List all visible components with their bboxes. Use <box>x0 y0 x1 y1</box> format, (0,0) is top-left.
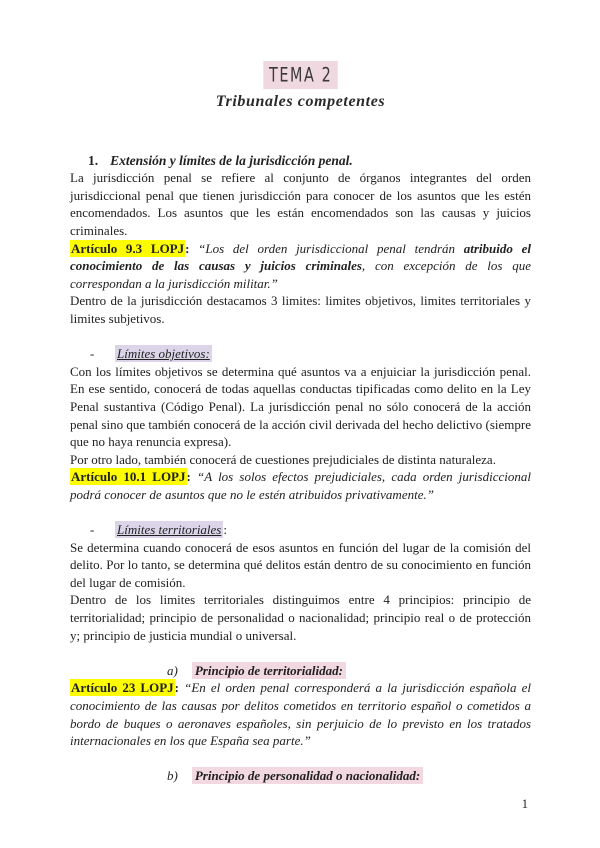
list-item-a <box>167 662 531 680</box>
section-heading <box>70 152 531 170</box>
spacer <box>70 328 531 346</box>
articulo-9-3-label: Artículo 9.3 LOPJ <box>71 240 185 256</box>
paragraph-territoriales-1: Se determina cuando conocerá de esos asuntos en función del lugar de la comisión del delito. Por lo tanto, se determina qué delitos están dentro de su conocimiento en función del lugar de comisión. <box>70 539 531 590</box>
paragraph-articulo-10-1 <box>70 468 531 503</box>
limites-objetivos-label: Límites objetivos: <box>117 346 210 362</box>
articulo-10-1-quote: “A los solos efectos prejudiciales, cada orden jurisdiccional podrá conocer de asuntos que no le estén atribuidos privativamente.” <box>70 469 531 502</box>
articulo-9-3-quote-start: “Los del orden jurisdiccional penal tendrán <box>198 240 464 256</box>
paragraph-articulo-9-3 <box>70 240 531 293</box>
principio-personalidad-label: Principio de personalidad o nacionalidad: <box>192 767 423 784</box>
articulo-9-3-quote-bold: atribuido el conocimiento de las causas y juicios criminales <box>70 240 531 274</box>
paragraph-objetivos-2: Por otro lado, también conocerá de cuestiones prejudiciales de distinta naturaleza. <box>70 451 496 467</box>
list-item-b <box>167 767 531 785</box>
bullet-limites-objetivos <box>70 345 531 363</box>
page-subtitle: Tribunales competentes <box>215 93 386 110</box>
page-title: TEMA 2 <box>263 61 338 89</box>
bullet-limites-territoriales <box>70 521 531 539</box>
spacer <box>70 503 531 521</box>
page-number: 1 <box>521 797 528 812</box>
paragraph-articulo-23 <box>70 679 531 749</box>
list-marker-a: a) <box>167 662 178 678</box>
limites-territoriales-label: Límites territoriales <box>117 522 222 538</box>
articulo-9-3-separator: : <box>185 240 199 256</box>
bullet-dash: - <box>90 346 95 362</box>
section-number: 1. <box>88 152 99 168</box>
paragraph-intro: La jurisdicción penal se refiere al conjunto de órganos integrantes del orden jurisdiccional penal que tienen jurisdicción para conocer de los asuntos que les estén encomendados. Los asuntos que les están encomendados son las causas y juicios criminales. <box>70 170 531 238</box>
paragraph-territoriales-2: Dentro de los limites territoriales distinguimos entre 4 principios: principio de territorialidad; principio de personalidad o nacionalidad; principio real o de protección y; principio de justicia mundial o universal. <box>70 592 531 643</box>
paragraph-objetivos-1: Con los límites objetivos se determina qué asuntos va a enjuiciar la jurisdicción penal. En ese sentido, conocerá de todas aquellas conductas tipificadas como delito en la Ley Penal sustantiva (Código Penal). La jurisdicción penal no sólo conocerá de la acción penal sino que también conocerá de la acción civil derivada del hecho delictivo (siempre que no haya renuncia expresa). <box>70 363 531 450</box>
title-block <box>70 62 531 88</box>
articulo-23-quote: “En el orden penal corresponderá a la jurisdicción española el conocimiento de las causas por delitos cometidos en territorio español o cometidos a bordo de buques o aeronaves españoles, sin perjuicio de lo previsto en los tratados internacionales en los que España sea parte.” <box>70 680 531 749</box>
articulo-23-label: Artículo 23 LOPJ <box>71 680 174 696</box>
limites-territoriales-colon: : <box>223 522 227 538</box>
spacer <box>70 111 531 152</box>
paragraph-limits-summary: Dentro de la jurisdicción destacamos 3 limites: limites objetivos, limites territoriales y limites subjetivos. <box>70 293 531 326</box>
list-marker-b: b) <box>167 768 178 784</box>
articulo-10-1-label: Artículo 10.1 LOPJ <box>71 469 186 485</box>
spacer <box>70 644 531 662</box>
spacer <box>70 750 531 768</box>
section-title: Extensión y límites de la jurisdicción penal. <box>110 152 353 168</box>
articulo-9-3-quote-end: , con excepción de los que correspondan a la jurisdicción militar.” <box>70 258 531 291</box>
articulo-10-1-separator: : <box>186 469 197 485</box>
articulo-23-separator: : <box>174 680 185 696</box>
principio-territorialidad-label: Principio de territorialidad: <box>192 662 346 679</box>
bullet-dash: - <box>90 522 95 538</box>
